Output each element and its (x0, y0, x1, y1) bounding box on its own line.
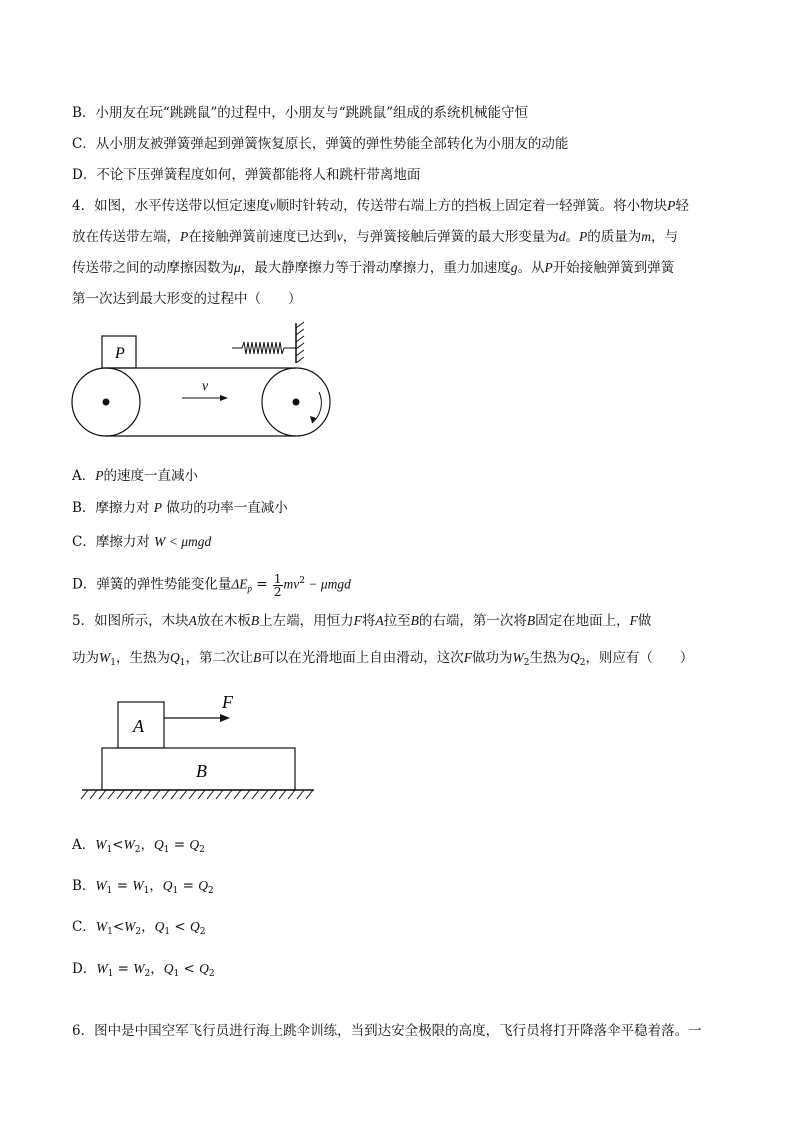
q4-option-b: B．摩擦力对 P 做功的功率一直减小 (72, 500, 288, 516)
force-label: F (222, 692, 233, 712)
right-axle (293, 399, 300, 406)
board-b-label: B (196, 761, 207, 781)
q5-option-b: B．$W_1 = W_1$，$Q_1 = Q_2$ (72, 878, 214, 896)
q5-stem-line-2: 功为$W_1$，生热为$Q_1$，第二次让B可以在光滑地面上自由滑动，这次F做功为$W_2$生热为$Q_2$，则应有（ ） (72, 650, 694, 668)
q3-option-c: C．从小朋友被弹簧弹起到弹簧恢复原长，弹簧的弹性势能全部转化为小朋友的动能 (72, 136, 569, 152)
q4-stem-line-3: 传送带之间的动摩擦因数为μ，最大静摩擦力等于滑动摩擦力，重力加速度g。从P开始接触弹簧到弹簧 (72, 260, 675, 276)
block-a-label: A (133, 716, 144, 736)
q4-option-a: A．P的速度一直减小 (72, 468, 198, 484)
q5-option-c: C．$W_1<W_2$，$Q_1 < Q_2$ (72, 919, 206, 937)
ground-hatching (81, 790, 313, 799)
left-axle (103, 399, 110, 406)
q4-conveyor-figure (60, 318, 350, 443)
q3-option-b: B．小朋友在玩“跳跳鼠”的过程中，小朋友与“跳跳鼠”组成的系统机械能守恒 (72, 105, 529, 121)
velocity-label: v (202, 379, 209, 394)
q5-option-a: A．$W_1<W_2$，$Q_1 = Q_2$ (72, 837, 205, 855)
force-arrowhead (220, 714, 230, 722)
q4-stem-line-1: 4．如图，水平传送带以恒定速度v顺时针转动，传送带右端上方的挡板上固定着一轻弹簧。将小物块P轻 (72, 198, 689, 214)
q5-stem-line-1: 5．如图所示，木块A放在木板B上左端，用恒力F将A拉至B的右端，第一次将B固定在地面上，F做 (72, 613, 652, 629)
fraction-one-half: $\frac{1}{2}$ (273, 571, 282, 599)
q6-stem-line-1: 6．图中是中国空军飞行员进行海上跳伞训练，当到达安全极限的高度，飞行员将打开降落伞平稳着落。一 (72, 1023, 702, 1039)
spring (232, 342, 296, 354)
velocity-arrowhead (220, 395, 228, 401)
q3-option-d: D．不论下压弹簧程度如何，弹簧都能将人和跳杆带离地面 (72, 167, 421, 183)
q5-block-board-figure (80, 690, 320, 806)
block-p-label: P (115, 345, 125, 362)
q4-option-c: C．摩擦力对 W < μmgd (72, 534, 212, 550)
q4-stem-line-2: 放在传送带左端，P在接触弹簧前速度已达到v，与弹簧接触后弹簧的最大形变量为d。P的质量为m，与 (72, 229, 678, 245)
wall-hatching (296, 322, 304, 363)
q5-option-d: D．$W_1 = W_2$，$Q_1 < Q_2$ (72, 961, 215, 979)
q4-option-d: D．弹簧的弹性势能变化量$\Delta E_p$ = $\frac{1}{2}$ $mv^2 - \mu mgd$ (72, 571, 351, 599)
q4-stem-line-4: 第一次达到最大形变的过程中（ ） (72, 291, 302, 307)
